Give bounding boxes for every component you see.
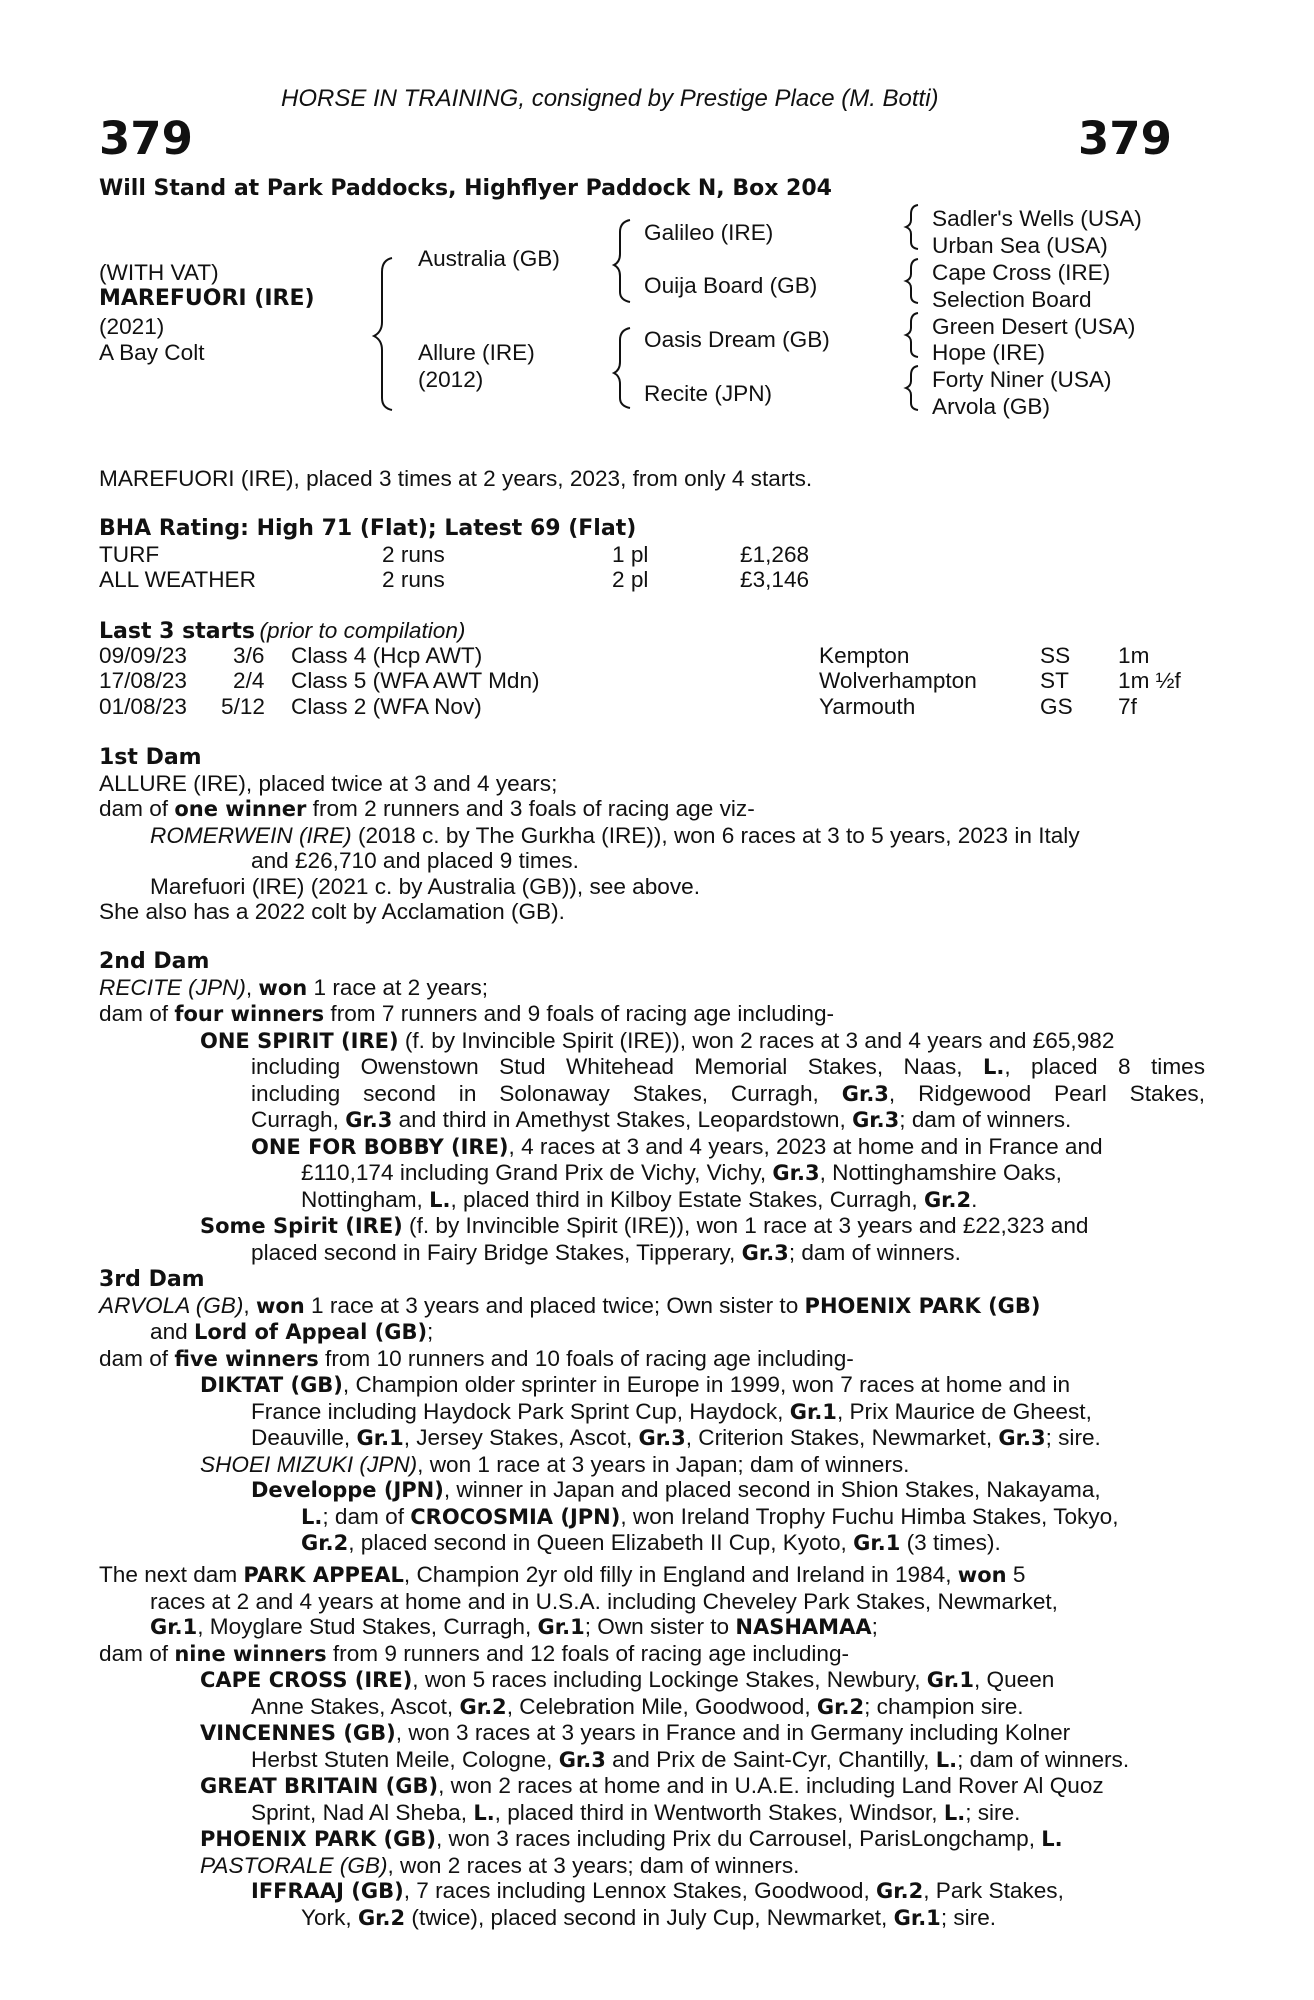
next-dam-produce: CAPE CROSS (IRE), won 5 races including Lockinge Stakes, Newbury, Gr.1, Queen xyxy=(200,1667,1055,1692)
next-dam-line: races at 2 and 4 years at home and in U.S.A. including Cheveley Park Stakes, Newmarket, xyxy=(150,1588,1058,1614)
horse-year: (2021) xyxy=(99,314,165,339)
grandsire-maternal: Oasis Dream (GB) xyxy=(644,327,830,352)
horse-name: MAREFUORI (IRE) xyxy=(99,286,315,311)
second-dam-produce: Some Spirit (IRE) (f. by Invincible Spirit (IRE)), won 1 race at 3 years and £22,323 and xyxy=(200,1213,1089,1238)
next-dam-produce: Herbst Stuten Meile, Cologne, Gr.3 and Prix de Saint-Cyr, Chantilly, L.; dam of winners. xyxy=(251,1746,1130,1772)
start-date: 01/08/23 xyxy=(99,694,187,719)
dam-name: Allure (IRE) xyxy=(418,340,535,365)
start-course: Kempton xyxy=(819,643,910,668)
third-dam-produce: Deauville, Gr.1, Jersey Stakes, Ascot, Gr.3, Criterion Stakes, Newmarket, Gr.3; sire. xyxy=(251,1425,1101,1450)
rating-surface: TURF xyxy=(99,542,160,567)
second-dam-produce: including Owenstown Stud Whitehead Memorial Stakes, Naas, L., placed 8 times xyxy=(251,1054,1206,1079)
second-dam-produce: Nottingham, L., placed third in Kilboy Estate Stakes, Curragh, Gr.2. xyxy=(301,1186,978,1212)
rating-heading: BHA Rating: High 71 (Flat); Latest 69 (Flat) xyxy=(99,516,637,541)
third-dam-heading: 3rd Dam xyxy=(99,1267,205,1292)
start-distance: 7f xyxy=(1118,694,1137,719)
start-position: 5/12 xyxy=(221,694,265,719)
rating-placed: 1 pl xyxy=(612,542,649,567)
start-going: GS xyxy=(1040,694,1073,719)
start-race: Class 5 (WFA AWT Mdn) xyxy=(291,668,540,693)
next-dam-line: Gr.1, Moyglare Stud Stakes, Curragh, Gr.1; Own sister to NASHAMAA; xyxy=(150,1614,878,1639)
next-dam-produce: GREAT BRITAIN (GB), won 2 races at home and in U.A.E. including Land Rover Al Quoz xyxy=(200,1773,1104,1798)
page-subtitle: HORSE IN TRAINING, consigned by Prestige Place (M. Botti) xyxy=(281,85,939,112)
third-dam-line: dam of five winners from 10 runners and 10 foals of racing age including- xyxy=(99,1345,854,1371)
first-dam-heading: 1st Dam xyxy=(99,745,202,770)
next-dam-produce: PASTORALE (GB), won 2 races at 3 years; dam of winners. xyxy=(200,1852,800,1878)
start-date: 17/08/23 xyxy=(99,668,187,693)
rating-surface: ALL WEATHER xyxy=(99,567,256,592)
next-dam-produce: PHOENIX PARK (GB), won 3 races including Prix du Carrousel, ParisLongchamp, L. xyxy=(200,1826,1063,1851)
last-starts-note: (prior to compilation) xyxy=(259,618,466,643)
first-dam-produce: Marefuori (IRE) (2021 c. by Australia (GB)), see above. xyxy=(150,873,700,899)
rating-prize: £1,268 xyxy=(740,542,810,567)
start-position: 2/4 xyxy=(233,668,265,693)
start-race: Class 2 (WFA Nov) xyxy=(291,694,482,719)
third-dam-line: ARVOLA (GB), won 1 race at 3 years and placed twice; Own sister to PHOENIX PARK (GB) xyxy=(99,1292,1041,1318)
next-dam-line: The next dam PARK APPEAL, Champion 2yr old filly in England and Ireland in 1984, won 5 xyxy=(99,1562,1026,1587)
third-dam-line: and Lord of Appeal (GB); xyxy=(150,1319,434,1344)
start-going: SS xyxy=(1040,643,1071,668)
third-dam-produce: L.; dam of CROCOSMIA (JPN), won Ireland Trophy Fuchu Himba Stakes, Tokyo, xyxy=(301,1503,1119,1529)
ggp-5: Green Desert (USA) xyxy=(932,314,1136,339)
next-dam-produce: Anne Stakes, Ascot, Gr.2, Celebration Mile, Goodwood, Gr.2; champion sire. xyxy=(251,1693,1024,1719)
second-dam-line: dam of four winners from 7 runners and 9 foals of racing age including- xyxy=(99,1001,835,1026)
rating-prize: £3,146 xyxy=(740,567,810,592)
rating-runs: 2 runs xyxy=(382,542,445,567)
race-summary: MAREFUORI (IRE), placed 3 times at 2 years, 2023, from only 4 starts. xyxy=(99,466,813,491)
first-dam-line: She also has a 2022 colt by Acclamation (GB). xyxy=(99,899,565,924)
start-course: Yarmouth xyxy=(819,694,916,719)
lot-number-left: 379 xyxy=(99,112,193,165)
vat-note: (WITH VAT) xyxy=(99,260,219,285)
pedigree-braces xyxy=(0,0,1314,440)
horse-description: A Bay Colt xyxy=(99,340,205,365)
second-dam-heading: 2nd Dam xyxy=(99,949,210,974)
first-dam-line: ALLURE (IRE), placed twice at 3 and 4 years; xyxy=(99,770,558,796)
second-dam-section xyxy=(99,949,1205,1266)
second-dam-produce: placed second in Fairy Bridge Stakes, Tipperary, Gr.3; dam of winners. xyxy=(251,1239,961,1265)
start-course: Wolverhampton xyxy=(819,668,977,693)
ggp-7: Forty Niner (USA) xyxy=(932,367,1112,392)
granddam-paternal: Ouija Board (GB) xyxy=(644,273,818,298)
start-race: Class 4 (Hcp AWT) xyxy=(291,643,483,668)
second-dam-produce: ONE SPIRIT (IRE) (f. by Invincible Spirit (IRE)), won 2 races at 3 and 4 years and £65,982 xyxy=(200,1027,1115,1053)
stabling-info: Will Stand at Park Paddocks, Highflyer Paddock N, Box 204 xyxy=(99,176,832,201)
start-going: ST xyxy=(1040,668,1069,693)
next-dam-section xyxy=(99,1562,1205,1931)
ggp-2: Urban Sea (USA) xyxy=(932,233,1108,258)
next-dam-line: dam of nine winners from 9 runners and 12 foals of racing age including- xyxy=(99,1640,850,1666)
second-dam-produce: ONE FOR BOBBY (IRE), 4 races at 3 and 4 years, 2023 at home and in France and xyxy=(251,1133,1103,1159)
second-dam-produce: Curragh, Gr.3 and third in Amethyst Stakes, Leopardstown, Gr.3; dam of winners. xyxy=(251,1107,1072,1132)
first-dam-produce: ROMERWEIN (IRE) (2018 c. by The Gurkha (IRE)), won 6 races at 3 to 5 years, 2023 in Italy xyxy=(150,822,1080,848)
ggp-8: Arvola (GB) xyxy=(932,394,1051,419)
sire-name: Australia (GB) xyxy=(418,246,560,271)
dam-year: (2012) xyxy=(418,367,484,392)
third-dam-produce: Developpe (JPN), winner in Japan and placed second in Shion Stakes, Nakayama, xyxy=(251,1477,1101,1502)
grandsire-paternal: Galileo (IRE) xyxy=(644,220,774,245)
first-dam-produce: and £26,710 and placed 9 times. xyxy=(251,848,579,873)
start-position: 3/6 xyxy=(233,643,265,668)
third-dam-produce: SHOEI MIZUKI (JPN), won 1 race at 3 years in Japan; dam of winners. xyxy=(200,1451,910,1477)
ggp-1: Sadler's Wells (USA) xyxy=(932,206,1142,231)
next-dam-produce: Sprint, Nad Al Sheba, L., placed third in Wentworth Stakes, Windsor, L.; sire. xyxy=(251,1799,1021,1825)
rating-runs: 2 runs xyxy=(382,567,445,592)
next-dam-produce: York, Gr.2 (twice), placed second in July Cup, Newmarket, Gr.1; sire. xyxy=(301,1904,997,1930)
second-dam-produce: £110,174 including Grand Prix de Vichy, Vichy, Gr.3, Nottinghamshire Oaks, xyxy=(301,1160,1062,1185)
ggp-3: Cape Cross (IRE) xyxy=(932,260,1111,285)
start-distance: 1m xyxy=(1118,643,1150,668)
last-starts-heading xyxy=(99,618,465,644)
start-date: 09/09/23 xyxy=(99,643,187,668)
lot-number-right: 379 xyxy=(1078,112,1172,165)
granddam-maternal: Recite (JPN) xyxy=(644,381,773,406)
second-dam-produce: including second in Solonaway Stakes, Curragh, Gr.3, Ridgewood Pearl Stakes, xyxy=(251,1080,1205,1106)
last-starts-title: Last 3 starts xyxy=(99,619,256,644)
next-dam-produce: VINCENNES (GB), won 3 races at 3 years in France and in Germany including Kolner xyxy=(200,1720,1071,1745)
first-dam-line: dam of one winner from 2 runners and 3 foals of racing age viz- xyxy=(99,796,755,821)
rating-placed: 2 pl xyxy=(612,567,649,592)
third-dam-produce: France including Haydock Park Sprint Cup, Haydock, Gr.1, Prix Maurice de Gheest, xyxy=(251,1398,1092,1424)
ggp-4: Selection Board xyxy=(932,287,1092,312)
third-dam-produce: Gr.2, placed second in Queen Elizabeth II Cup, Kyoto, Gr.1 (3 times). xyxy=(301,1530,1001,1555)
third-dam-produce: DIKTAT (GB), Champion older sprinter in Europe in 1999, won 7 races at home and in xyxy=(200,1372,1071,1397)
second-dam-line: RECITE (JPN), won 1 race at 2 years; xyxy=(99,974,489,1000)
first-dam-section xyxy=(99,745,1205,925)
third-dam-section xyxy=(99,1267,1205,1557)
next-dam-produce: IFFRAAJ (GB), 7 races including Lennox Stakes, Goodwood, Gr.2, Park Stakes, xyxy=(251,1878,1064,1903)
ggp-6: Hope (IRE) xyxy=(932,340,1046,365)
start-distance: 1m ½f xyxy=(1118,668,1181,693)
